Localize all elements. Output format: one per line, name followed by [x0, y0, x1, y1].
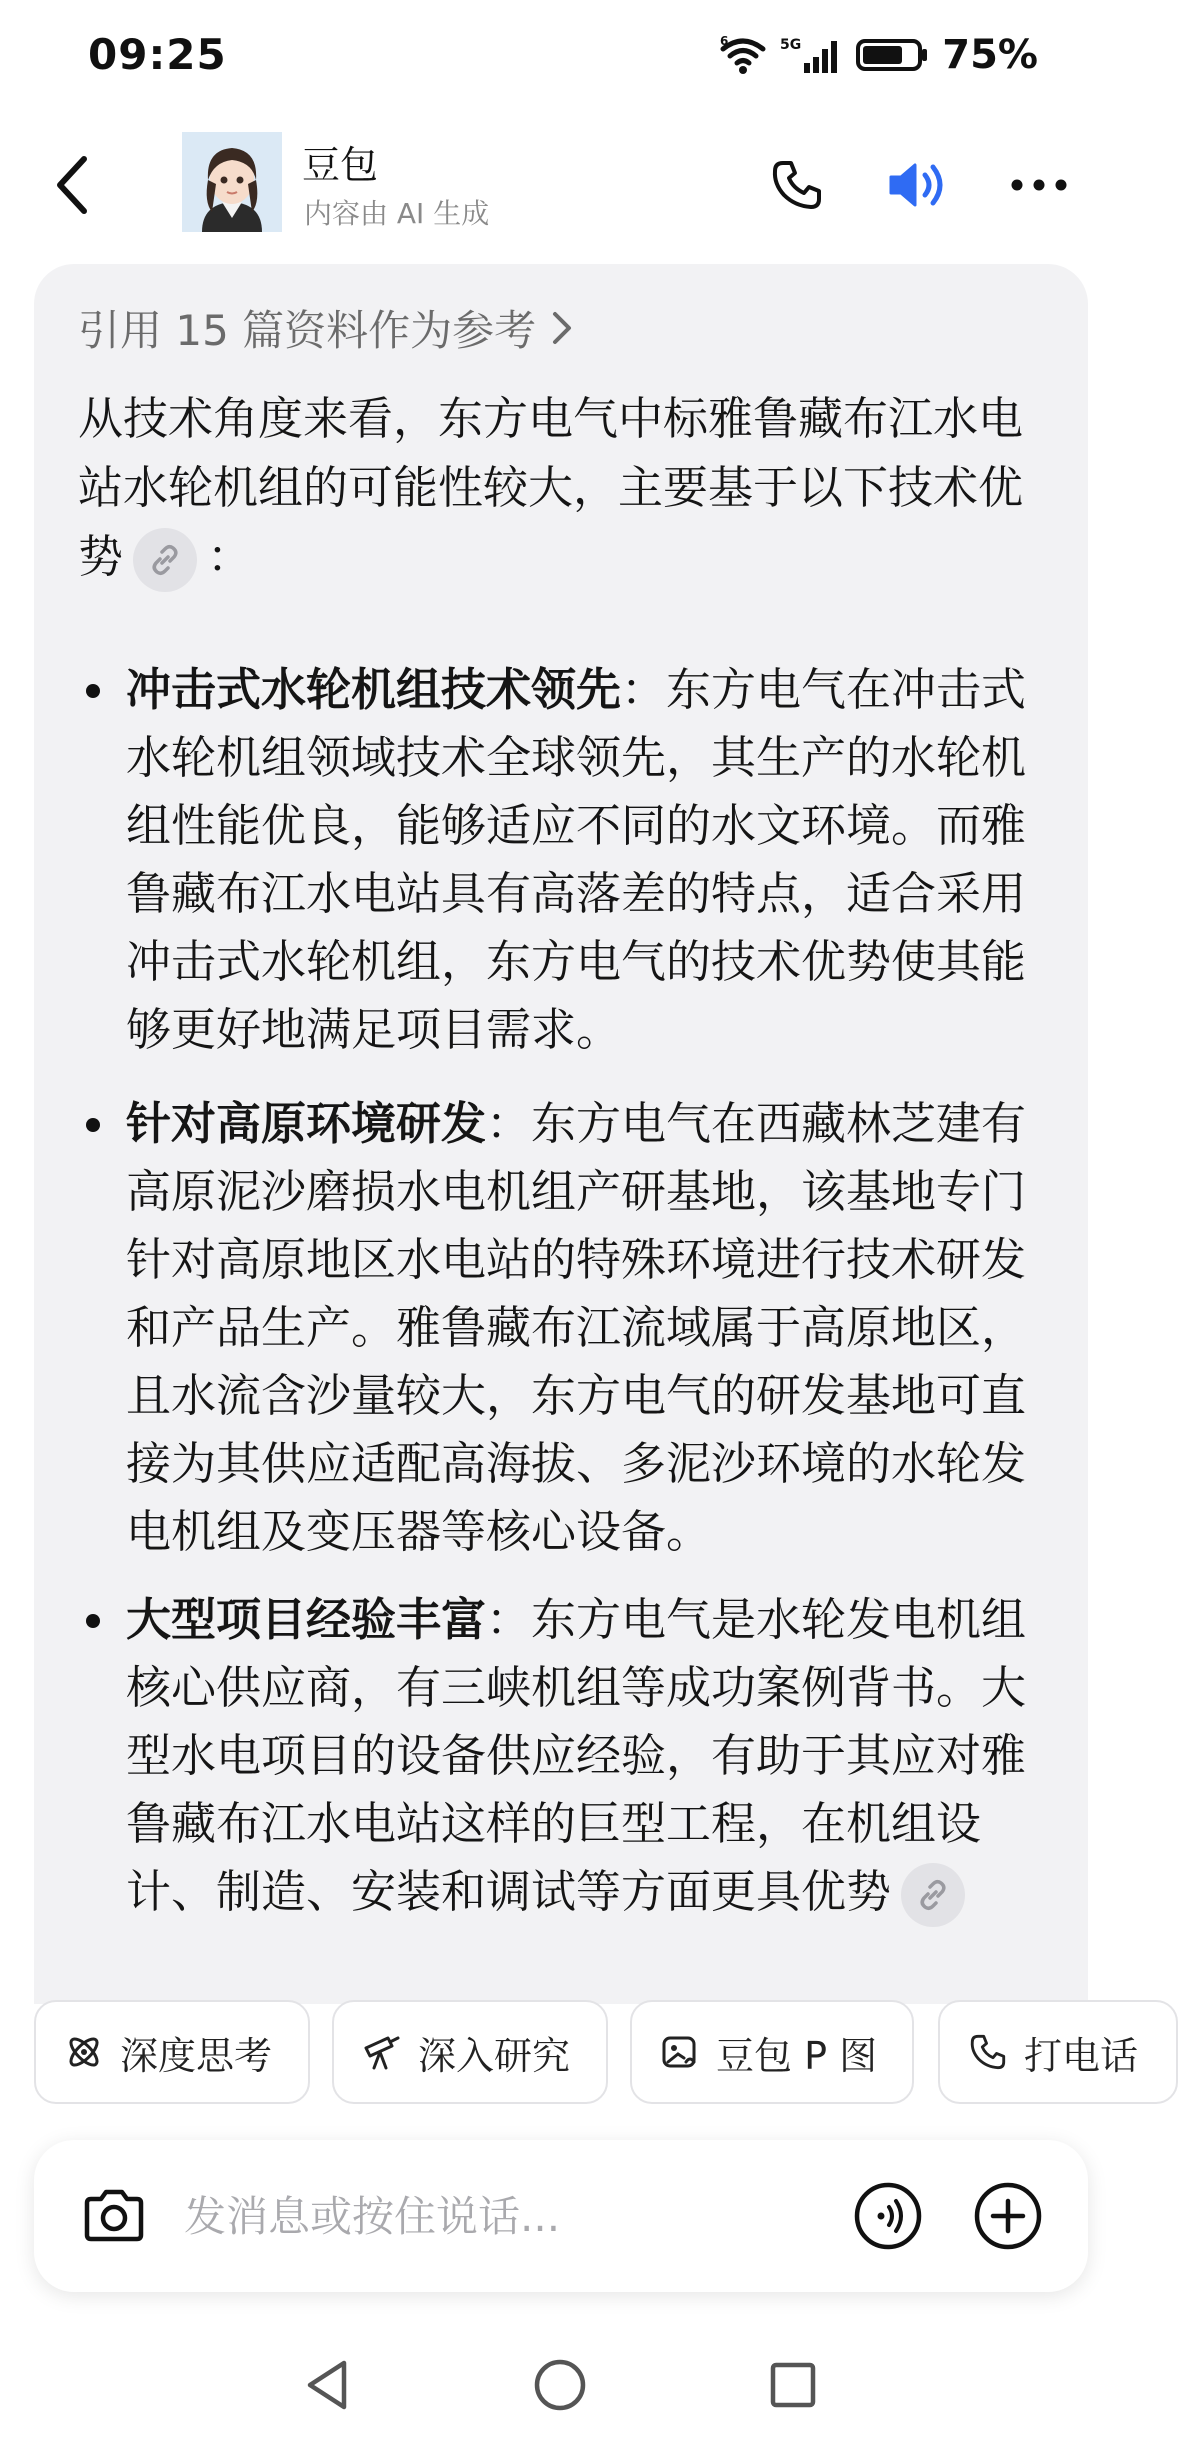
battery-icon — [856, 35, 928, 75]
plus-circle-icon — [973, 2181, 1043, 2251]
camera-button[interactable] — [76, 2178, 152, 2254]
back-triangle-icon — [302, 2357, 352, 2413]
message-input[interactable] — [184, 2176, 764, 2256]
assistant-message — [34, 264, 1088, 2004]
telescope-icon — [362, 2032, 402, 2072]
battery-percent: 75% — [942, 32, 1038, 78]
status-time: 09:25 — [88, 30, 227, 79]
chat-header — [0, 120, 1122, 250]
references-label: 引用 15 篇资料作为参考 — [78, 306, 537, 355]
deep-think-button[interactable] — [34, 2000, 310, 2104]
recents-square-icon — [767, 2359, 819, 2411]
bullet-title: 冲击式水轮机组技术领先 — [126, 663, 622, 716]
system-navigation-bar — [0, 2330, 1122, 2442]
camera-icon — [81, 2187, 147, 2245]
list-item — [78, 1586, 1048, 1927]
status-bar — [0, 0, 1122, 120]
link-icon — [148, 543, 182, 577]
bullet-dot — [86, 1614, 100, 1628]
nav-recents-button[interactable] — [758, 2350, 828, 2420]
chevron-right-icon — [550, 308, 574, 348]
bot-name: 豆包 — [302, 143, 379, 187]
status-indicators — [720, 32, 1038, 78]
chip-label: 深入研究 — [418, 2033, 571, 2078]
read-aloud-button[interactable] — [884, 150, 954, 220]
bullet-body: ：东方电气在冲击式水轮机组领域技术全球领先，其生产的水轮机组性能优良，能够适应不同的水文环境。而雅鲁藏布江水电站具有高落差的特点，适合采用冲击式水轮机组，东方电气的技术优势使其能够更好地满足项目需求。 — [126, 663, 1027, 1056]
references-link[interactable] — [78, 298, 574, 358]
bullet-dot — [86, 684, 100, 698]
voice-wave-icon — [853, 2181, 923, 2251]
message-composer — [34, 2140, 1088, 2292]
back-icon — [52, 155, 92, 215]
speaker-icon — [887, 157, 951, 213]
chip-label: 豆包 P 图 — [716, 2033, 878, 2078]
home-circle-icon — [532, 2357, 588, 2413]
avatar-illustration — [182, 132, 282, 232]
phone-call-button[interactable] — [938, 2000, 1178, 2104]
intro-paragraph — [78, 384, 1044, 592]
image-edit-button[interactable] — [630, 2000, 914, 2104]
more-button[interactable] — [1004, 150, 1074, 220]
phone-icon — [968, 2032, 1008, 2072]
ai-disclaimer: 内容由 AI 生成 — [304, 197, 490, 230]
nav-home-button[interactable] — [525, 2350, 595, 2420]
call-button[interactable] — [762, 150, 832, 220]
link-icon — [916, 1878, 950, 1912]
bullet-title: 针对高原环境研发 — [126, 1097, 487, 1150]
list-item — [78, 1090, 1048, 1566]
back-button[interactable] — [40, 150, 104, 220]
chip-label: 深度思考 — [120, 2033, 273, 2078]
nav-back-button[interactable] — [292, 2350, 362, 2420]
intro-text: 从技术角度来看，东方电气中标雅鲁藏布江水电站水轮机组的可能性较大，主要基于以下技术优势 — [78, 392, 1024, 583]
atom-icon — [64, 2032, 104, 2072]
intro-tail: ： — [207, 530, 253, 583]
bullet-title: 大型项目经验丰富 — [126, 1593, 487, 1646]
bullet-body: ：东方电气在西藏林芝建有高原泥沙磨损水电机组产研基地，该基地专门针对高原地区水电站的特殊环境进行技术研发和产品生产。雅鲁藏布江流域属于高原地区，且水流含沙量较大，东方电气的研发基地可直接为其供应适配高海拔、多泥沙环境的水轮发电机组及变压器等核心设备。 — [126, 1097, 1027, 1558]
chip-label: 打电话 — [1024, 2033, 1139, 2078]
more-actions-button[interactable] — [972, 2180, 1044, 2252]
source-link-chip[interactable] — [901, 1863, 965, 1927]
wifi-icon — [720, 35, 766, 75]
image-edit-icon — [660, 2032, 700, 2072]
wifi-label: 6 — [720, 34, 729, 48]
avatar[interactable] — [182, 132, 282, 232]
deep-research-button[interactable] — [332, 2000, 608, 2104]
quick-actions — [34, 2000, 1154, 2108]
bullet-dot — [86, 1118, 100, 1132]
more-icon — [1009, 175, 1069, 195]
bullet-body: ：东方电气是水轮发电机组核心供应商，有三峡机组等成功案例背书。大型水电项目的设备供应经验，有助于其应对雅鲁藏布江水电站这样的巨型工程，在机组设计、制造、安装和调试等方面更具优势 — [126, 1593, 1027, 1918]
cellular-signal-icon — [780, 35, 842, 75]
phone-icon — [769, 157, 825, 213]
voice-call-button[interactable] — [852, 2180, 924, 2252]
list-item — [78, 656, 1048, 1064]
source-link-chip[interactable] — [133, 528, 197, 592]
network-type-label: 5G — [780, 37, 802, 53]
